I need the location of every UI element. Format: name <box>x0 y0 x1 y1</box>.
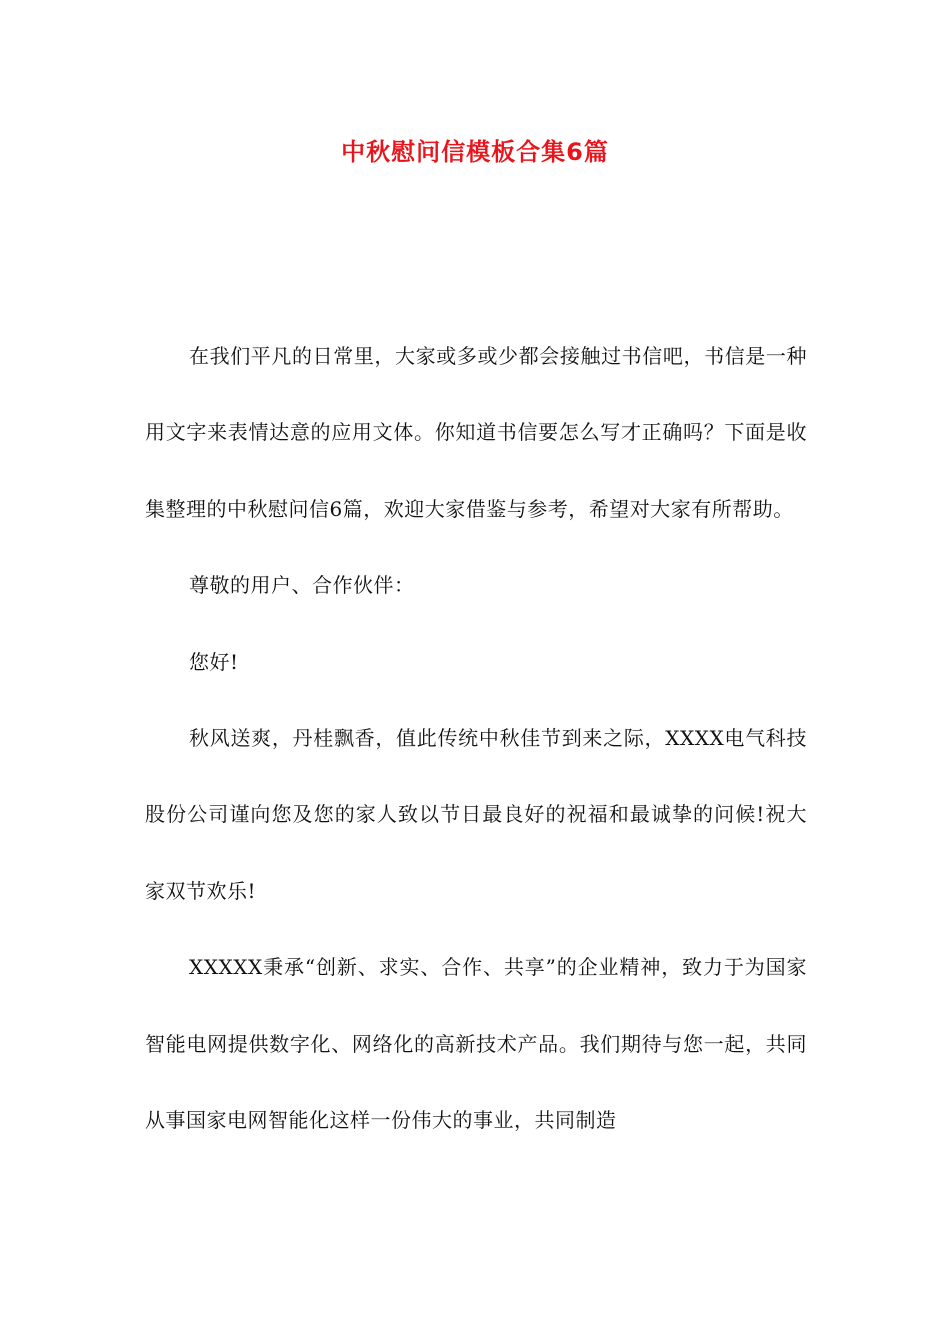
letter-paragraph-2: XXXXX秉承“创新、求实、合作、共享”的企业精神，致力于为国家智能电网提供数字化、网络化的高新技术产品。我们期待与您一起，共同从事国家电网智能化这样一份伟大的事业，共同制造 <box>145 955 807 1133</box>
greeting: 您好! <box>189 649 239 674</box>
salutation: 尊敬的用户、合作伙伴： <box>189 573 415 598</box>
document-title: 中秋慰问信模板合集6篇 <box>341 138 609 166</box>
document-body <box>145 318 807 1158</box>
intro-paragraph: 在我们平凡的日常里，大家或多或少都会接触过书信吧，书信是一种用文字来表情达意的应用文体。你知道书信要怎么写才正确吗？下面是收集整理的中秋慰问信6篇，欢迎大家借鉴与参考，希望对大家有所帮助。 <box>145 344 807 521</box>
letter-paragraph-1: 秋风送爽，丹桂飘香，值此传统中秋佳节到来之际，XXXX电气科技股份公司谨向您及您的家人致以节日最良好的祝福和最诚挚的问候!祝大家双节欢乐! <box>145 726 807 903</box>
